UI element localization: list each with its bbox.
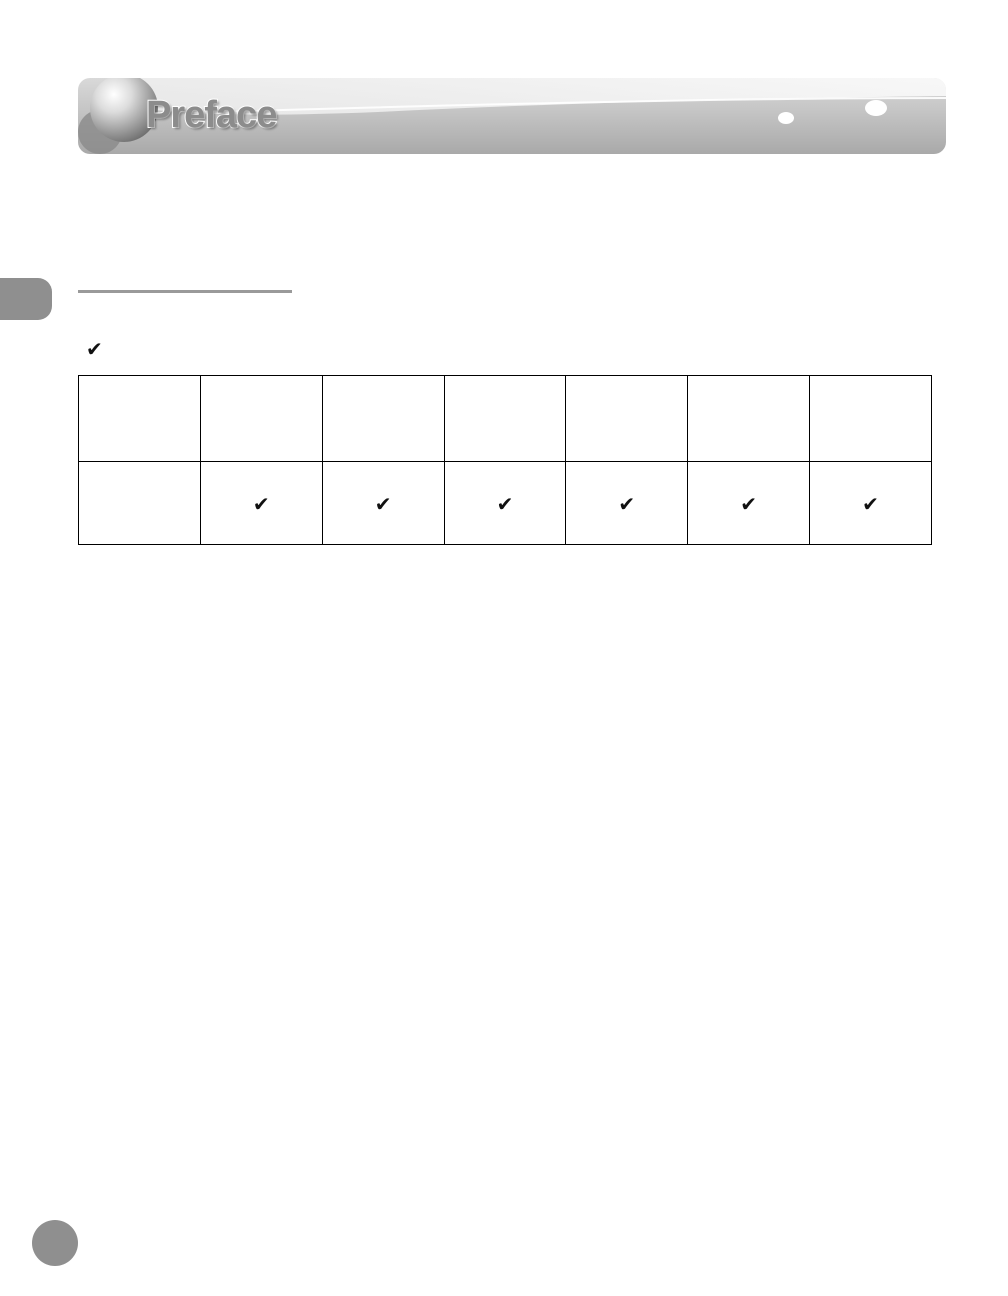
table-cell <box>200 462 322 545</box>
feature-table <box>78 375 932 545</box>
checkmark-icon: ✔ <box>618 493 636 516</box>
checkmark-icon: ✔ <box>252 493 270 516</box>
page-number-badge <box>32 1220 78 1266</box>
checkmark-icon: ✔ <box>862 493 879 516</box>
table-header-cell <box>322 376 444 462</box>
table-cell <box>444 462 566 545</box>
legend-checkmark-icon: ✔ <box>86 339 103 361</box>
table-header-row <box>79 376 932 462</box>
checkmark-icon: ✔ <box>496 493 514 516</box>
table-header-cell <box>688 376 810 462</box>
table-header-cell <box>566 376 688 462</box>
checkmark-icon: ✔ <box>374 493 392 516</box>
table-header-cell <box>810 376 932 462</box>
section-heading <box>78 272 292 292</box>
table-header-cell <box>200 376 322 462</box>
table-header-cell <box>79 376 201 462</box>
side-tab <box>0 278 52 320</box>
section-underline <box>78 290 292 293</box>
table-cell <box>566 462 688 545</box>
checkmark-icon: ✔ <box>740 493 758 516</box>
page-title: Preface <box>146 94 277 136</box>
table-header-cell <box>444 376 566 462</box>
table-cell <box>810 462 932 545</box>
table-cell <box>322 462 444 545</box>
table-row-label <box>79 462 201 545</box>
table-cell <box>688 462 810 545</box>
table-row <box>79 462 932 545</box>
